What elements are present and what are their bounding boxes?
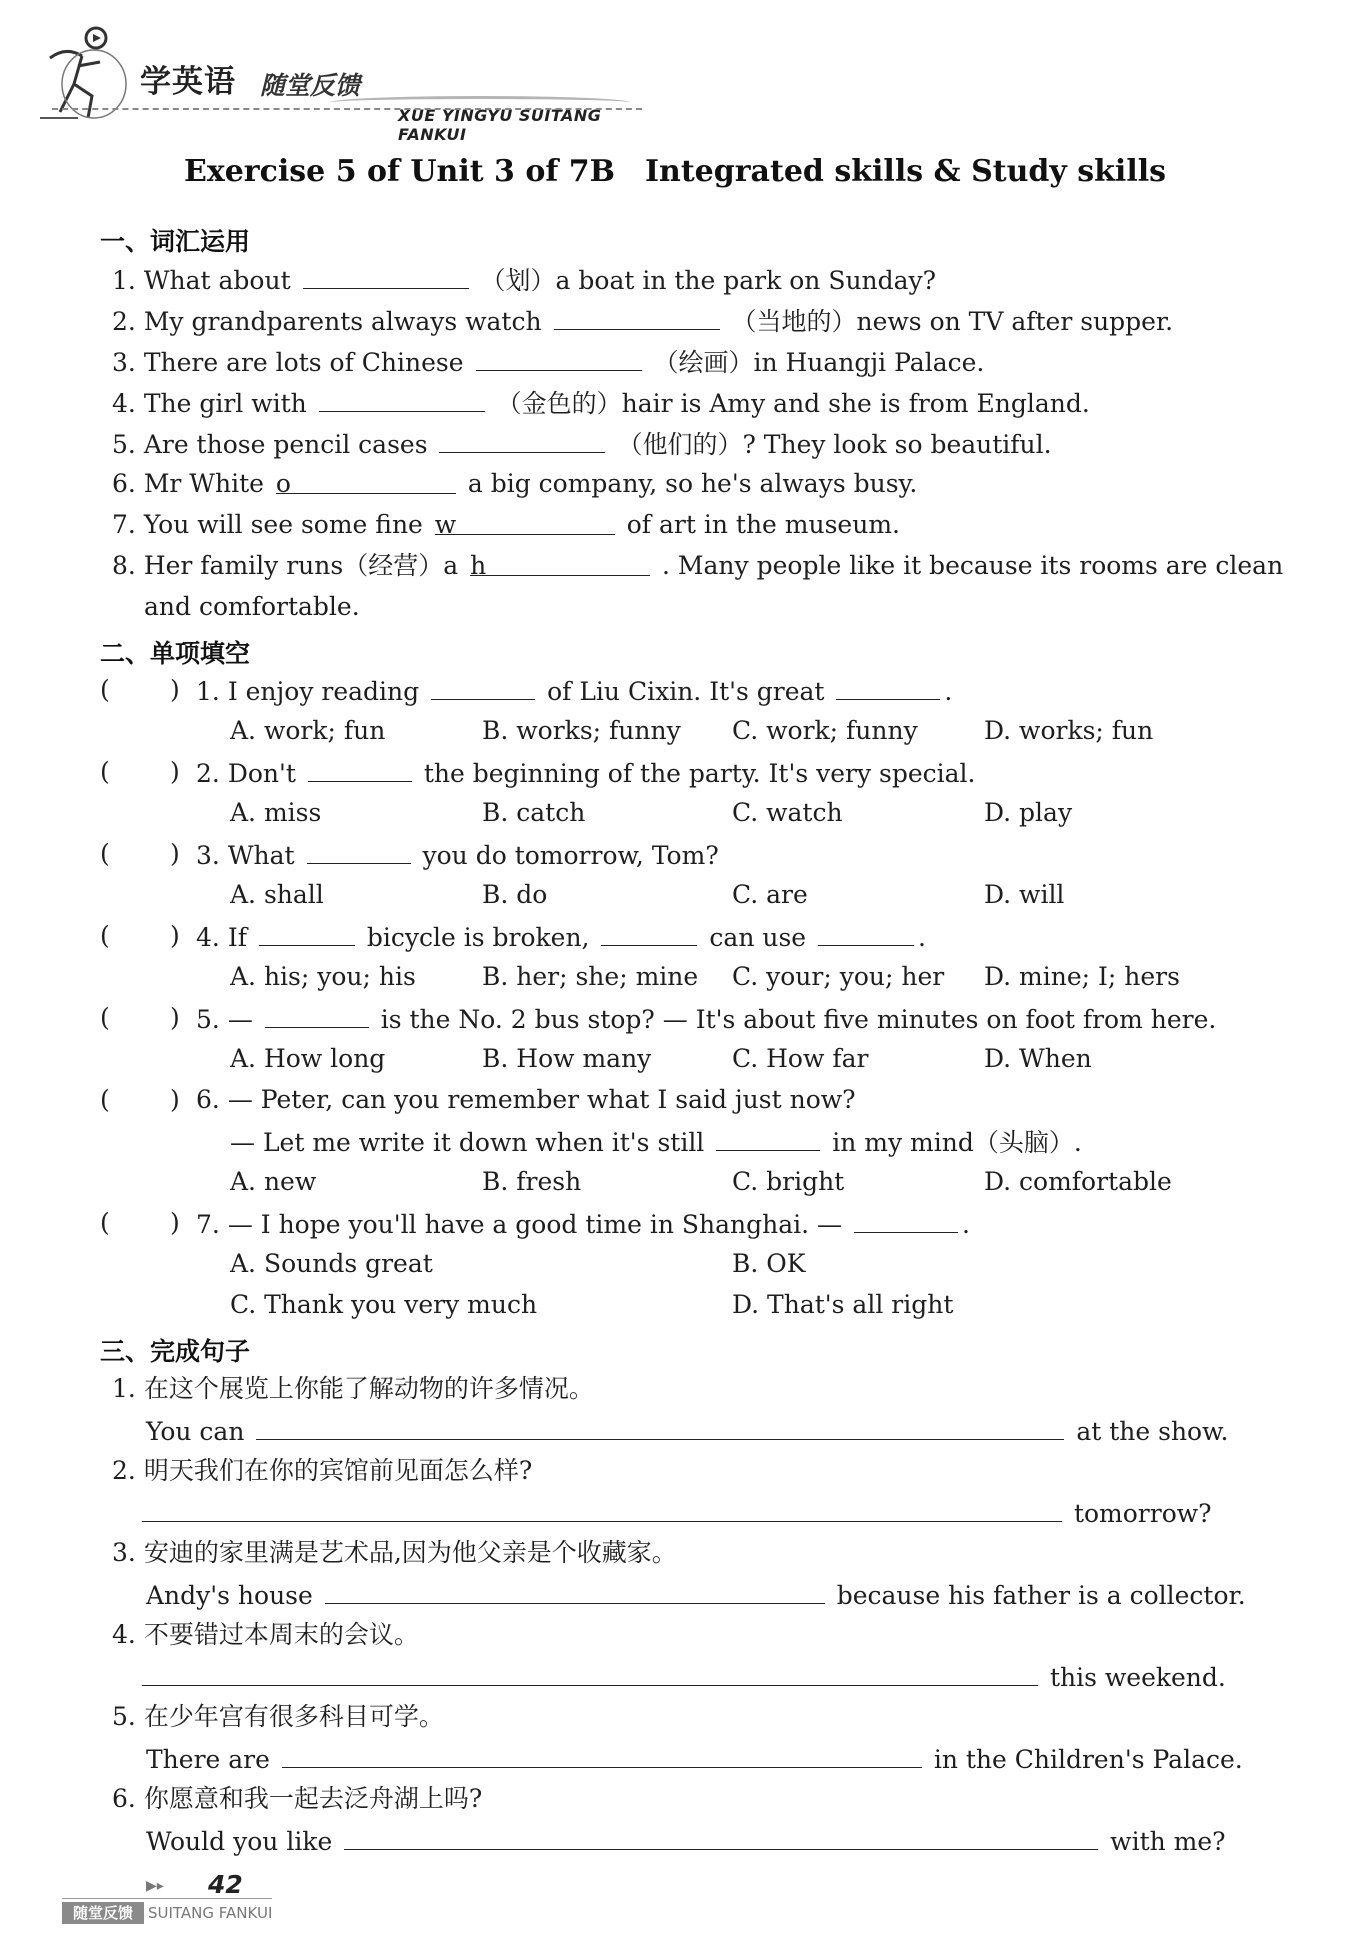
answer-blank[interactable] <box>303 264 469 289</box>
sentence-start: Andy's house <box>146 1581 313 1610</box>
question-text: If <box>227 923 247 952</box>
option-b[interactable]: B. fresh <box>482 1167 582 1196</box>
item-text: What about <box>143 266 291 295</box>
title-exercise: Exercise 5 of Unit 3 of 7B <box>183 154 615 189</box>
item-text: The girl with <box>143 389 307 418</box>
answer-blank <box>601 921 697 946</box>
vocab-item-8 <box>112 551 1283 581</box>
answer-line[interactable] <box>256 1415 1064 1440</box>
item-text: Mr White <box>143 469 264 498</box>
answer-line[interactable] <box>142 1497 1062 1522</box>
option-d[interactable]: D. That's all right <box>732 1290 954 1319</box>
sentence-start: There are <box>146 1745 270 1774</box>
answer-paren[interactable]: ( <box>100 839 110 868</box>
option-a[interactable]: A. work; fun <box>230 716 386 745</box>
answer-paren-close: ) <box>170 675 180 704</box>
question-number: 4. <box>196 923 220 952</box>
brand-english: XUE YINGYU SUITANG FANKUI <box>398 106 602 144</box>
item-number: 3. <box>112 348 136 377</box>
question-text: . <box>918 923 926 952</box>
translation-item-6-cn <box>112 1784 482 1814</box>
footer-arrow-icon: ▶▸ <box>146 1878 164 1894</box>
mc-question-2 <box>196 757 976 789</box>
item-text: of art in the museum. <box>626 510 900 539</box>
page-title <box>0 154 1350 189</box>
option-c[interactable]: C. watch <box>732 798 843 827</box>
brand-chinese: 学英语 <box>140 64 236 100</box>
option-b[interactable]: B. works; funny <box>482 716 681 745</box>
mc-question-3 <box>196 839 719 871</box>
translation-item-3-cn <box>112 1538 677 1568</box>
item-number: 2. <box>112 307 136 336</box>
item-text: （当地的）news on TV after supper. <box>731 307 1174 336</box>
footer-divider <box>62 1898 272 1899</box>
answer-paren-close: ) <box>170 757 180 786</box>
option-c[interactable]: C. bright <box>732 1167 845 1196</box>
section1-heading: 一、词汇运用 <box>100 227 251 256</box>
question-text: is the No. 2 bus stop? — It's about five minutes on foot from here. <box>380 1005 1217 1034</box>
answer-blank <box>308 757 412 782</box>
item-text: There are lots of Chinese <box>143 348 464 377</box>
translation-item-4-en <box>142 1661 1226 1693</box>
footer-badge: 随堂反馈 <box>62 1902 144 1924</box>
first-letter-hint: o <box>275 469 291 498</box>
option-a[interactable]: A. Sounds great <box>230 1249 433 1278</box>
sentence-end: this weekend. <box>1049 1663 1226 1692</box>
mc-question-1 <box>196 675 952 707</box>
option-b[interactable]: B. How many <box>482 1044 652 1073</box>
mc-question-5 <box>196 1003 1216 1035</box>
answer-paren[interactable]: ( <box>100 757 110 786</box>
answer-blank <box>836 675 940 700</box>
item-text: （他们的）? They look so beautiful. <box>617 430 1052 459</box>
answer-paren[interactable]: ( <box>100 1208 110 1237</box>
mc-question-6-reply <box>230 1126 1082 1158</box>
sentence-start: Would you like <box>146 1827 333 1856</box>
item-number: 3. <box>112 1538 136 1567</box>
option-a[interactable]: A. his; you; his <box>230 962 416 991</box>
answer-paren-close: ) <box>170 839 180 868</box>
item-number: 5. <box>112 430 136 459</box>
option-d[interactable]: D. mine; I; hers <box>984 962 1180 991</box>
item-text: You will see some fine <box>143 510 423 539</box>
vocab-item-7 <box>112 510 900 540</box>
question-text: the beginning of the party. It's very special. <box>423 759 976 788</box>
option-c[interactable]: C. How far <box>732 1044 869 1073</box>
vocab-item-8-continued: and comfortable. <box>144 592 360 621</box>
option-a[interactable]: A. new <box>230 1167 317 1196</box>
header-divider <box>52 108 642 110</box>
answer-paren-close: ) <box>170 1003 180 1032</box>
question-text: you do tomorrow, Tom? <box>422 841 719 870</box>
question-text: What <box>227 841 295 870</box>
first-letter-hint: w <box>434 510 457 539</box>
item-text: Are those pencil cases <box>143 430 428 459</box>
answer-paren[interactable]: ( <box>100 1085 110 1114</box>
sentence-end: in the Children's Palace. <box>933 1745 1243 1774</box>
page-number: 42 <box>208 1870 243 1899</box>
question-text: of Liu Cixin. It's great <box>547 677 825 706</box>
question-number: 6. <box>196 1085 220 1114</box>
question-number: 5. <box>196 1005 220 1034</box>
vocab-item-6 <box>112 469 917 499</box>
option-d[interactable]: D. When <box>984 1044 1092 1073</box>
brand-script: 随堂反馈 <box>260 71 361 100</box>
answer-line[interactable] <box>142 1661 1038 1686</box>
item-text: a big company, so he's always busy. <box>467 469 918 498</box>
runner-icon <box>38 22 128 122</box>
chinese-prompt: 不要错过本周末的会议。 <box>143 1620 419 1649</box>
footer-english: SUITANG FANKUI <box>148 1904 273 1922</box>
item-number: 8. <box>112 551 136 580</box>
answer-paren[interactable]: ( <box>100 675 110 704</box>
answer-blank <box>716 1126 820 1151</box>
question-text: — I hope you'll have a good time in Shanghai. — <box>227 1210 843 1239</box>
question-text: . <box>944 677 953 706</box>
item-text: （划）a boat in the park on Sunday? <box>480 266 937 295</box>
question-text: I enjoy reading <box>227 677 420 706</box>
option-d[interactable]: D. comfortable <box>984 1167 1172 1196</box>
question-text: bicycle is broken, <box>366 923 590 952</box>
translation-item-2-cn <box>112 1456 532 1486</box>
option-c[interactable]: C. are <box>732 880 808 909</box>
item-number: 5. <box>112 1702 136 1731</box>
item-text: My grandparents always watch <box>143 307 542 336</box>
vocab-item-3 <box>112 346 984 378</box>
answer-blank <box>265 1003 369 1028</box>
sentence-end: because his father is a collector. <box>836 1581 1246 1610</box>
answer-paren-close: ) <box>170 921 180 950</box>
sentence-end: with me? <box>1110 1827 1226 1856</box>
translation-item-1-en <box>146 1415 1229 1447</box>
answer-blank[interactable] <box>275 469 456 498</box>
translation-item-3-en <box>146 1579 1246 1611</box>
question-number: 1. <box>196 677 220 706</box>
item-number: 1. <box>112 1374 136 1403</box>
item-number: 7. <box>112 510 136 539</box>
mc-question-7 <box>196 1208 970 1240</box>
sentence-end: tomorrow? <box>1073 1499 1212 1528</box>
option-c[interactable]: C. work; funny <box>732 716 918 745</box>
translation-item-1-cn <box>112 1374 594 1404</box>
translation-item-4-cn <box>112 1620 419 1650</box>
option-c[interactable]: C. Thank you very much <box>230 1290 538 1319</box>
section3-heading: 三、完成句子 <box>100 1337 251 1366</box>
mc-question-4 <box>196 921 926 953</box>
option-b[interactable]: B. OK <box>732 1249 806 1278</box>
vocab-item-4 <box>112 387 1090 419</box>
translation-item-5-en <box>146 1743 1243 1775</box>
item-number: 6. <box>112 1784 136 1813</box>
vocab-item-5 <box>112 428 1052 460</box>
option-a[interactable]: A. How long <box>230 1044 386 1073</box>
question-number: 3. <box>196 841 220 870</box>
answer-blank <box>307 839 411 864</box>
answer-line[interactable] <box>282 1743 922 1768</box>
option-d[interactable]: D. will <box>984 880 1065 909</box>
answer-line[interactable] <box>325 1579 825 1604</box>
item-number: 6. <box>112 469 136 498</box>
answer-blank[interactable] <box>554 305 720 330</box>
question-text: Don't <box>227 759 296 788</box>
chinese-prompt: 安迪的家里满是艺术品,因为他父亲是个收藏家。 <box>143 1538 677 1567</box>
translation-item-6-en <box>146 1825 1226 1857</box>
question-text: — Peter, can you remember what I said just now? <box>227 1085 856 1114</box>
question-text: can use <box>709 923 807 952</box>
option-c[interactable]: C. your; you; her <box>732 962 945 991</box>
title-skills: Integrated skills & Study skills <box>644 154 1167 189</box>
translation-item-2-en <box>142 1497 1212 1529</box>
question-text: . <box>961 1210 970 1239</box>
answer-paren[interactable]: ( <box>100 1003 110 1032</box>
chinese-prompt: 明天我们在你的宾馆前见面怎么样? <box>143 1456 533 1485</box>
chinese-prompt: 在这个展览上你能了解动物的许多情况。 <box>143 1374 594 1403</box>
vocab-item-2 <box>112 305 1173 337</box>
answer-paren-close: ) <box>170 1085 180 1114</box>
answer-blank[interactable] <box>470 551 650 580</box>
answer-blank <box>431 675 535 700</box>
answer-line[interactable] <box>344 1825 1098 1850</box>
mc-question-6 <box>196 1085 856 1115</box>
translation-item-5-cn <box>112 1702 444 1732</box>
answer-blank[interactable] <box>476 346 642 371</box>
chinese-prompt: 你愿意和我一起去泛舟湖上吗? <box>143 1784 483 1813</box>
item-number: 1. <box>112 266 136 295</box>
first-letter-hint: h <box>470 551 487 580</box>
option-d[interactable]: D. play <box>984 798 1073 827</box>
option-b[interactable]: B. catch <box>482 798 586 827</box>
item-number: 2. <box>112 1456 136 1485</box>
answer-blank <box>854 1208 958 1233</box>
answer-blank[interactable] <box>319 387 485 412</box>
answer-blank[interactable] <box>439 428 605 453</box>
chinese-prompt: 在少年宫有很多科目可学。 <box>143 1702 444 1731</box>
option-b[interactable]: B. do <box>482 880 548 909</box>
question-text: — Let me write it down when it's still <box>230 1128 705 1157</box>
answer-blank <box>259 921 355 946</box>
question-number: 2. <box>196 759 220 788</box>
question-text: in my mind（头脑）. <box>832 1128 1082 1157</box>
sentence-end: at the show. <box>1076 1417 1229 1446</box>
section2-heading: 二、单项填空 <box>100 639 251 668</box>
item-number: 4. <box>112 1620 136 1649</box>
item-text: . Many people like it because its rooms are clean <box>662 551 1284 580</box>
item-number: 4. <box>112 389 136 418</box>
answer-paren[interactable]: ( <box>100 921 110 950</box>
option-a[interactable]: A. miss <box>230 798 322 827</box>
option-a[interactable]: A. shall <box>230 880 324 909</box>
question-number: 7. <box>196 1210 220 1239</box>
question-text: — <box>227 1005 253 1034</box>
item-text: （绘画）in Huangji Palace. <box>653 348 985 377</box>
item-text: Her family runs（经营）a <box>143 551 459 580</box>
vocab-item-1 <box>112 264 936 296</box>
sentence-start: You can <box>146 1417 245 1446</box>
answer-paren-close: ) <box>170 1208 180 1237</box>
option-d[interactable]: D. works; fun <box>984 716 1154 745</box>
option-b[interactable]: B. her; she; mine <box>482 962 699 991</box>
item-text: （金色的）hair is Amy and she is from England. <box>496 389 1090 418</box>
answer-blank <box>818 921 914 946</box>
answer-blank[interactable] <box>434 510 615 539</box>
